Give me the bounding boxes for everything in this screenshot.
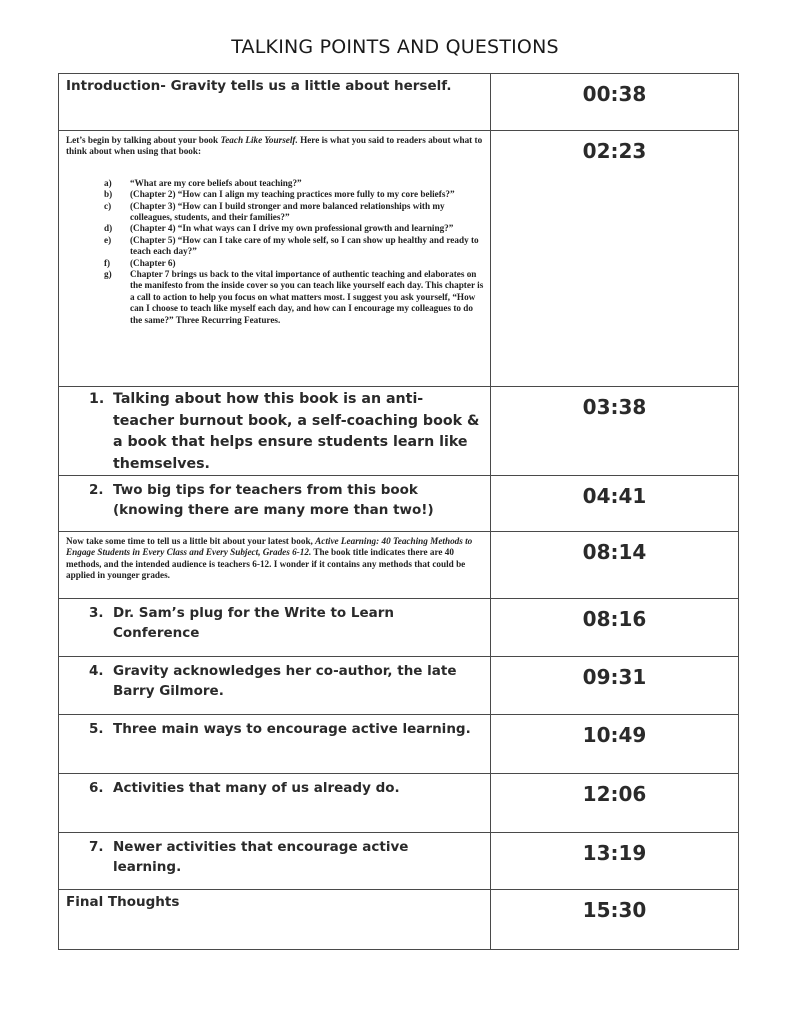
item-text: Gravity acknowledges her co-author, the late Barry Gilmore. bbox=[113, 663, 457, 699]
topic-cell bbox=[59, 833, 491, 890]
topic-cell bbox=[59, 476, 491, 532]
topic-label: Introduction- Gravity tells us a little about herself. bbox=[66, 78, 452, 94]
item-text: Newer activities that encourage active learning. bbox=[113, 839, 409, 875]
list-item-text: (Chapter 5) “How can I take care of my whole self, so I can show up healthy and ready to teach each day?” bbox=[130, 234, 479, 257]
table-row bbox=[59, 657, 739, 715]
topic-cell bbox=[59, 532, 491, 599]
list-item-text: (Chapter 6) bbox=[130, 257, 176, 268]
talking-points-table bbox=[58, 73, 739, 950]
timestamp: 03:38 bbox=[582, 395, 647, 419]
list-item bbox=[104, 189, 484, 200]
list-marker: d) bbox=[104, 223, 113, 234]
timestamp: 13:19 bbox=[582, 841, 647, 865]
book-intro-paragraph: Let’s begin by talking about your book Teach Like Yourself. Here is what you said to readers about what to think about when using that book: bbox=[66, 135, 483, 157]
document-title: TALKING POINTS AND QUESTIONS bbox=[231, 36, 559, 58]
list-item bbox=[104, 177, 484, 189]
table-row bbox=[59, 74, 739, 131]
table-row bbox=[59, 476, 739, 532]
numbered-item bbox=[59, 657, 490, 701]
list-marker: a) bbox=[104, 177, 112, 188]
list-item-text: (Chapter 2) “How can I align my teaching practices more fully to my core beliefs?” bbox=[130, 189, 455, 200]
table-row bbox=[59, 532, 739, 599]
numbered-item bbox=[59, 833, 490, 877]
table-row bbox=[59, 599, 739, 657]
item-number: 3. bbox=[89, 605, 104, 621]
list-marker: f) bbox=[104, 257, 111, 268]
item-number: 1. bbox=[89, 391, 105, 407]
table-row bbox=[59, 833, 739, 890]
list-item bbox=[104, 223, 484, 234]
table-row bbox=[59, 131, 739, 387]
timestamp: 00:38 bbox=[582, 82, 647, 106]
timestamp: 09:31 bbox=[582, 665, 647, 689]
time-cell bbox=[491, 532, 739, 599]
topic-cell bbox=[59, 131, 491, 387]
topic-cell bbox=[59, 715, 491, 774]
numbered-item bbox=[59, 774, 490, 798]
item-number: 6. bbox=[89, 780, 104, 796]
table-row bbox=[59, 774, 739, 833]
table-row bbox=[59, 387, 739, 476]
numbered-item bbox=[59, 715, 490, 739]
book-intro-paragraph: Now take some time to tell us a little bit about your latest book, Active Learning: 40 Teaching Methods to Engage Students in Every Class and Every Subject, Grades 6-12. The book title indicates there are 40 methods, and the intended audience is teachers 6-12. I wonder if it contains any methods that could be applied in younger grades. bbox=[66, 536, 473, 581]
numbered-item bbox=[59, 387, 490, 475]
timestamp: 12:06 bbox=[582, 782, 647, 806]
time-cell bbox=[491, 599, 739, 657]
topic-cell bbox=[59, 657, 491, 715]
item-number: 5. bbox=[89, 721, 104, 737]
time-cell bbox=[491, 657, 739, 715]
table-row bbox=[59, 890, 739, 950]
list-item-text: (Chapter 3) “How can I build stronger and more balanced relationships with my colleagues, students, and their families?” bbox=[130, 200, 445, 223]
book-title: Teach Like Yourself. bbox=[220, 135, 298, 145]
time-cell bbox=[491, 387, 739, 476]
time-cell bbox=[491, 131, 739, 387]
timestamp: 10:49 bbox=[582, 723, 647, 747]
time-cell bbox=[491, 476, 739, 532]
time-cell bbox=[491, 774, 739, 833]
item-number: 7. bbox=[89, 839, 104, 855]
item-text: Dr. Sam’s plug for the Write to Learn Conference bbox=[113, 605, 395, 641]
time-cell bbox=[491, 833, 739, 890]
table-row bbox=[59, 715, 739, 774]
list-item bbox=[104, 234, 484, 258]
timestamp: 08:14 bbox=[582, 540, 647, 564]
time-cell bbox=[491, 890, 739, 950]
numbered-item bbox=[59, 599, 490, 643]
item-text: Three main ways to encourage active learning. bbox=[113, 721, 471, 737]
time-cell bbox=[491, 74, 739, 131]
list-marker: e) bbox=[104, 234, 112, 245]
list-marker: g) bbox=[104, 269, 112, 280]
timestamp: 08:16 bbox=[582, 607, 647, 631]
item-number: 2. bbox=[89, 482, 104, 498]
topic-cell bbox=[59, 599, 491, 657]
item-number: 4. bbox=[89, 663, 104, 679]
topic-cell bbox=[59, 890, 491, 950]
timestamp: 15:30 bbox=[582, 898, 647, 922]
topic-cell bbox=[59, 774, 491, 833]
list-item bbox=[104, 200, 484, 224]
topic-label: Final Thoughts bbox=[66, 894, 180, 910]
list-item bbox=[104, 269, 484, 326]
numbered-item bbox=[59, 476, 490, 520]
timestamp: 02:23 bbox=[582, 139, 647, 163]
list-marker: b) bbox=[104, 189, 113, 200]
book-title: Active Learning: 40 Teaching Methods to Engage Students in Every Class and Every Subject, Grades 6-12. bbox=[66, 536, 473, 558]
list-item-text: “What are my core beliefs about teaching?” bbox=[130, 177, 302, 188]
list-item bbox=[104, 257, 484, 269]
item-text: Two big tips for teachers from this book (knowing there are many more than two!) bbox=[113, 482, 434, 518]
question-list bbox=[59, 178, 490, 326]
list-item-text: Chapter 7 brings us back to the vital importance of authentic teaching and elaborates on the manifesto from the inside cover so you can teach like yourself each day. This chapter is a call to action to help you focus on what matters most. I suggest you ask yourself, “How can I choose to teach like myself each day, and how can I encourage my colleagues to do the same?” Three Recurring Features. bbox=[130, 269, 484, 325]
item-text: Talking about how this book is an anti-teacher burnout book, a self-coaching book & a book that helps ensure students learn like themselves. bbox=[113, 391, 480, 472]
timestamp: 04:41 bbox=[582, 484, 647, 508]
item-text: Activities that many of us already do. bbox=[113, 780, 400, 796]
topic-cell bbox=[59, 74, 491, 131]
topic-cell bbox=[59, 387, 491, 476]
list-marker: c) bbox=[104, 200, 112, 211]
list-item-text: (Chapter 4) “In what ways can I drive my own professional growth and learning?” bbox=[130, 223, 454, 234]
time-cell bbox=[491, 715, 739, 774]
